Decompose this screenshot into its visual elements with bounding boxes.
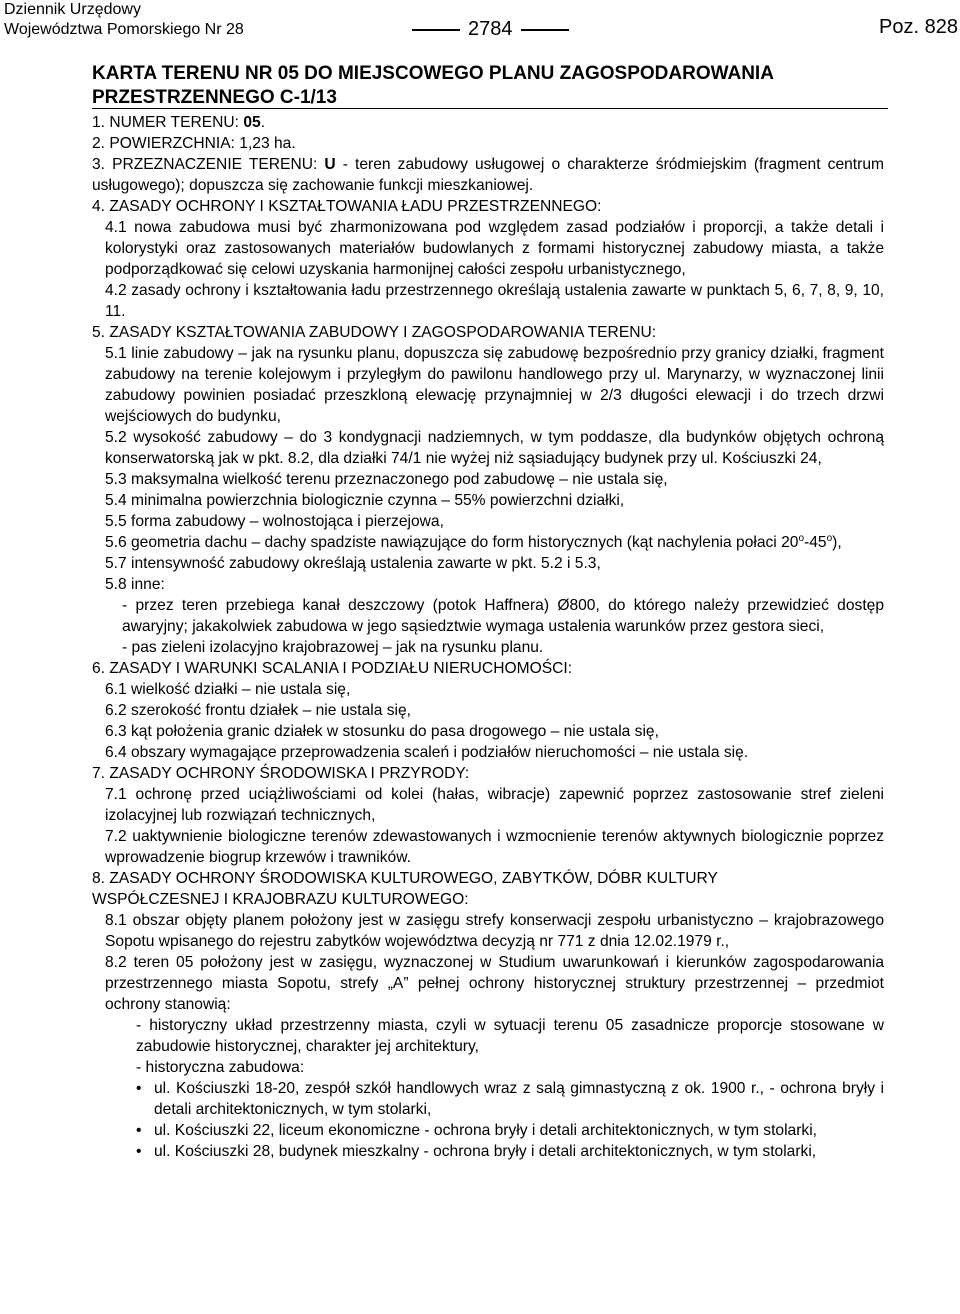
section-6-heading: 6. ZASADY I WARUNKI SCALANIA I PODZIAŁU NIERUCHOMOŚCI:	[92, 660, 573, 677]
section-8-2: 8.2 teren 05 położony jest w zasięgu, wyznaczonej w Studium uwarunkowań i kierunków zagospodarowania przestrzennego miasta Sopotu, strefy „A” pełnej ochrony historycznej struktury przestrzennej – przedmiot ochrony stanowią:	[105, 954, 884, 1013]
section-6-1: 6.1 wielkość działki – nie ustala się,	[105, 681, 351, 698]
section-4-2: 4.2 zasady ochrony i kształtowania ładu przestrzennego określają ustalenia zawarte w punktach 5, 6, 7, 8, 9, 10, 11.	[105, 282, 884, 320]
section-3-text: - teren zabudowy usługowej o charakterze śródmiejskim (fragment centrum usługowego); dopuszcza się zachowanie funkcji mieszkaniowej.	[92, 156, 884, 194]
section-8-2-b: - historyczna zabudowa:	[136, 1059, 305, 1076]
section-1	[92, 112, 884, 133]
page-number-dash-right	[521, 29, 569, 31]
degree-sign: o	[826, 532, 833, 544]
section-3	[92, 154, 884, 196]
section-7-1: 7.1 ochronę przed uciążliwościami od kolei (hałas, wibracje) zapewnić poprzez zastosowanie stref zieleni izolacyjnej lub rozwiązań technicznych,	[105, 786, 884, 824]
journal-header	[4, 0, 244, 40]
section-5-6-text: 5.6 geometria dachu – dachy spadziste nawiązujące do form historycznych (kąt nachylenia połaci 20	[105, 534, 799, 551]
section-2: 2. POWIERZCHNIA: 1,23 ha.	[92, 135, 296, 152]
section-5-4: 5.4 minimalna powierzchnia biologicznie czynna – 55% powierzchni działki,	[105, 492, 625, 509]
list-item	[92, 1141, 884, 1162]
section-6-4: 6.4 obszary wymagające przeprowadzenia scaleń i podziałów nieruchomości – nie ustala się.	[105, 744, 749, 761]
document-body	[92, 112, 884, 1162]
section-8-heading-1: 8. ZASADY OCHRONY ŚRODOWISKA KULTUROWEGO, ZABYTKÓW, DÓBR KULTURY	[92, 870, 718, 887]
title-line-1: KARTA TERENU NR 05 DO MIEJSCOWEGO PLANU ZAGOSPODAROWANIA	[92, 63, 774, 84]
section-5-8-b: - pas zieleni izolacyjno krajobrazowej – jak na rysunku planu.	[122, 639, 544, 656]
section-6-2: 6.2 szerokość frontu działek – nie ustala się,	[105, 702, 411, 719]
section-5-6-text-2: -45	[804, 534, 827, 551]
section-3-label: 3. PRZEZNACZENIE TERENU:	[92, 156, 325, 173]
section-5-8-a: - przez teren przebiega kanał deszczowy (potok Haffnera) Ø800, do którego należy przewidzieć dostęp awaryjny; jakakolwiek zabudowa w jego sąsiedztwie wymaga ustalenia warunków przez gestora sieci,	[122, 597, 884, 635]
document-title	[92, 62, 892, 110]
position-number: Poz. 828	[879, 16, 958, 38]
degree-sign: o	[798, 532, 805, 544]
section-1-label: 1. NUMER TERENU:	[92, 114, 244, 131]
list-item-text: ul. Kościuszki 18-20, zespół szkół handlowych wraz z salą gimnastyczną z ok. 1900 r., - ochrona bryły i detali architektonicznych, w tym stolarki,	[154, 1080, 884, 1118]
bullet-icon: •	[136, 1143, 142, 1160]
list-item-text: ul. Kościuszki 28, budynek mieszkalny - ochrona bryły i detali architektonicznych, w tym stolarki,	[154, 1143, 817, 1160]
section-6-3: 6.3 kąt położenia granic działek w stosunku do pasa drogowego – nie ustala się,	[105, 723, 659, 740]
section-5-6-text-3: ),	[832, 534, 842, 551]
section-4-1: 4.1 nowa zabudowa musi być zharmonizowana pod względem zasad podziałów i proporcji, a także detali i kolorystyki oraz zastosowanych materiałów budowlanych z formami historycznej zabudowy miasta, a także podporządkować się celowi uzyskania harmonijnej całości zespołu urbanistycznego,	[105, 219, 884, 278]
page-number-area	[412, 18, 569, 41]
section-8-2-a: - historyczny układ przestrzenny miasta, czyli w sytuacji terenu 05 zasadnicze proporcje stosowane w zabudowie historycznej, charakter jej architektury,	[136, 1017, 884, 1055]
section-4-heading: 4. ZASADY OCHRONY I KSZTAŁTOWANIA ŁADU PRZESTRZENNEGO:	[92, 198, 602, 215]
page-number-dash-left	[412, 29, 460, 31]
page-number: 2784	[468, 18, 513, 40]
section-7-heading: 7. ZASADY OCHRONY ŚRODOWISKA I PRZYRODY:	[92, 765, 470, 782]
section-5-3: 5.3 maksymalna wielkość terenu przeznaczonego pod zabudowę – nie ustala się,	[105, 471, 668, 488]
bullet-icon: •	[136, 1080, 142, 1097]
list-item	[92, 1078, 884, 1120]
journal-name: Dziennik Urzędowy	[4, 1, 141, 18]
section-5-5: 5.5 forma zabudowy – wolnostojąca i pierzejowa,	[105, 513, 444, 530]
section-5-2: 5.2 wysokość zabudowy – do 3 kondygnacji nadziemnych, w tym poddasze, dla budynków objętych ochroną konserwatorską jak w pkt. 8.2, dla działki 74/1 nie wyżej niż sąsiadujący budynek przy ul. Kościuszki 24,	[105, 429, 884, 467]
list-item	[92, 1120, 884, 1141]
section-5-7: 5.7 intensywność zabudowy określają ustalenia zawarte w pkt. 5.2 i 5.3,	[105, 555, 601, 572]
section-5-heading: 5. ZASADY KSZTAŁTOWANIA ZABUDOWY I ZAGOSPODAROWANIA TERENU:	[92, 324, 657, 341]
section-3-symbol: U	[324, 156, 336, 173]
journal-issue: Województwa Pomorskiego Nr 28	[4, 21, 244, 38]
bullet-icon: •	[136, 1122, 142, 1139]
section-5-6	[92, 532, 884, 553]
title-underline	[92, 108, 888, 109]
section-5-1: 5.1 linie zabudowy – jak na rysunku planu, dopuszcza się zabudowę bezpośrednio przy granicy działki, fragment zabudowy na terenie kolejowym i przyległym do pawilonu handlowego przy ul. Marynarzy, w wyznaczonej linii zabudowy powinien posiadać przeszkloną elewację przynajmniej w 2/3 długości elewacji i do trzech drzwi wejściowych do budynku,	[105, 345, 884, 425]
section-8-heading-2: WSPÓŁCZESNEJ I KRAJOBRAZU KULTUROWEGO:	[92, 891, 469, 908]
list-item-text: ul. Kościuszki 22, liceum ekonomiczne - ochrona bryły i detali architektonicznych, w tym stolarki,	[154, 1122, 817, 1139]
title-line-2: PRZESTRZENNEGO C-1/13	[92, 87, 337, 108]
section-5-8: 5.8 inne:	[105, 576, 165, 593]
section-1-value: 05	[243, 114, 261, 131]
section-7-2: 7.2 uaktywnienie biologiczne terenów zdewastowanych i wzmocnienie terenów aktywnych biologicznie poprzez wprowadzenie biogrup krzewów i trawników.	[105, 828, 884, 866]
section-1-suffix: .	[260, 114, 266, 131]
section-8-1: 8.1 obszar objęty planem położony jest w zasięgu strefy konserwacji zespołu urbanistyczno – krajobrazowego Sopotu wpisanego do rejestru zabytków województwa decyzją nr 771 z dnia 12.02.1979 r.,	[105, 912, 884, 950]
